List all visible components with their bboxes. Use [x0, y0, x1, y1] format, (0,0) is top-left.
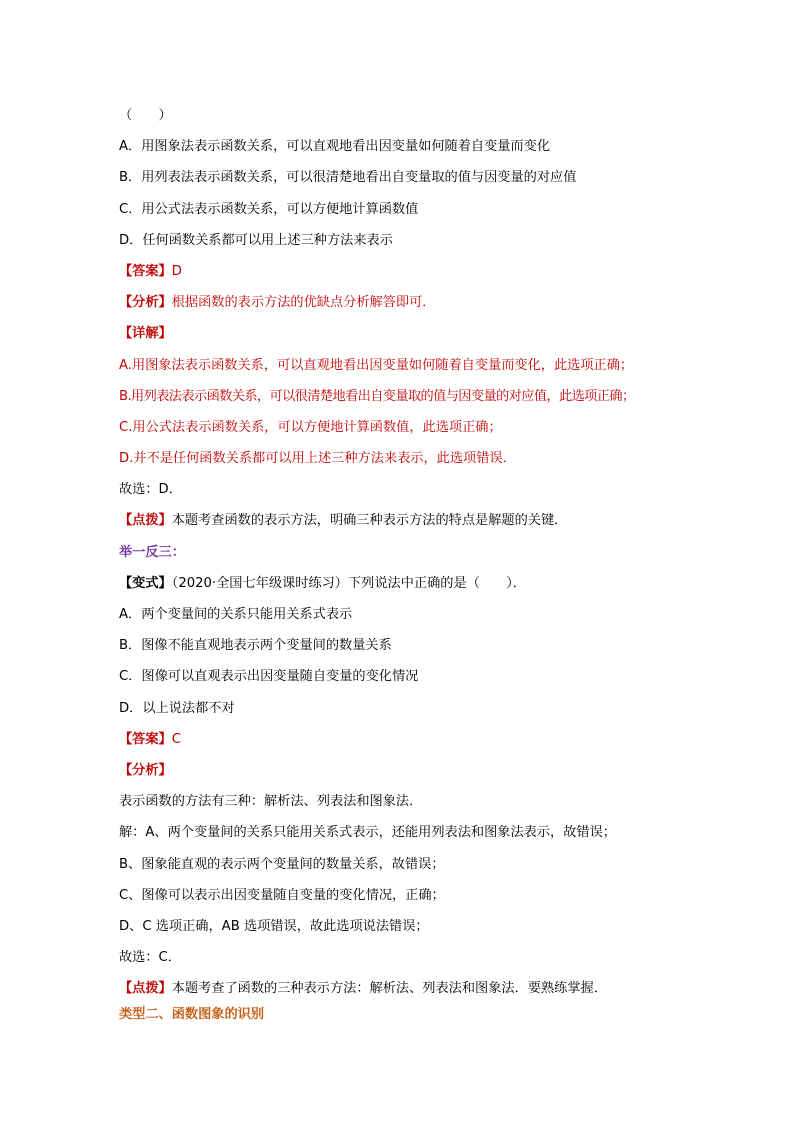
- variant-solution-c: C、图像可以表示出因变量随自变量的变化情况，正确；: [119, 887, 445, 903]
- variant-solution-a: 解：A、两个变量间的关系只能用关系式表示，还能用列表法和图象法表示，故错误；: [119, 825, 616, 841]
- variant-text: （2020·全国七年级课时练习）下列说法中正确的是（ ）．: [171, 575, 526, 591]
- answer-value: D: [171, 263, 182, 279]
- answer-tag: 【答案】: [119, 263, 172, 279]
- variant-analysis-tag: 【分析】: [119, 762, 172, 778]
- variant-option-b: B．图像不能直观地表示两个变量间的数量关系: [119, 638, 392, 654]
- option-b: B．用列表法表示函数关系，可以很清楚地看出自变量取的值与因变量的对应值: [119, 170, 577, 186]
- type-two-heading: 类型二、函数图象的识别: [119, 1007, 265, 1023]
- variant-option-d: D．以上说法都不对: [119, 700, 235, 716]
- detail-line: [119, 318, 679, 349]
- detail-d: D.并不是任何函数关系都可以用上述三种方法来表示，此选项错误．: [119, 451, 516, 467]
- tip-line: [119, 505, 679, 536]
- detail-c: C.用公式法表示函数关系，可以方便地计算函数值，此选项正确；: [119, 419, 502, 435]
- tip-text: 本题考查函数的表示方法，明确三种表示方法的特点是解题的关键．: [171, 513, 568, 529]
- option-c: C．用公式法表示函数关系，可以方便地计算函数值: [119, 201, 419, 217]
- variant-answer-line: [119, 724, 679, 755]
- detail-b: B.用列表法表示函数关系，可以很清楚地看出自变量取的值与因变量的对应值，此选项正确；: [119, 388, 635, 404]
- detail-a: A.用图象法表示函数关系，可以直观地看出因变量如何随着自变量而变化，此选项正确；: [119, 357, 634, 373]
- variant-analysis-line: [119, 755, 679, 786]
- variant-solution-b: B、图象能直观的表示两个变量间的数量关系，故错误；: [119, 856, 445, 872]
- variant-choose-line: 故选：C．: [119, 950, 181, 966]
- choose-line: 故选：D．: [119, 482, 182, 498]
- variant-answer-value: C: [171, 731, 181, 747]
- detail-tag: 【详解】: [119, 326, 172, 342]
- variant-solution-d: D、C 选项正确，AB 选项错误，故此选项说法错误；: [119, 918, 429, 934]
- answer-line: [119, 256, 679, 287]
- tip-tag: 【点拨】: [119, 513, 172, 529]
- variant-tip-tag: 【点拨】: [119, 981, 172, 997]
- answer-bracket: （ ）: [119, 108, 172, 123]
- variant-answer-tag: 【答案】: [119, 731, 172, 747]
- analysis-text: 根据函数的表示方法的优缺点分析解答即可．: [171, 295, 436, 311]
- analysis-line: [119, 287, 679, 318]
- analysis-tag: 【分析】: [119, 295, 172, 311]
- document-page: [119, 100, 679, 1026]
- section-heading: 举一反三：: [119, 544, 185, 560]
- variant-option-c: C．图像可以直观表示出因变量随自变量的变化情况: [119, 669, 419, 685]
- variant-tip-line: [119, 973, 679, 1004]
- option-d: D．任何函数关系都可以用上述三种方法来表示: [119, 232, 393, 248]
- variant-analysis-text: 表示函数的方法有三种：解析法、列表法和图象法．: [119, 794, 423, 810]
- option-a: A．用图象法表示函数关系，可以直观地看出因变量如何随着自变量而变化: [119, 139, 551, 155]
- variant-option-a: A．两个变量间的关系只能用关系式表示: [119, 607, 353, 622]
- variant-tip-text: 本题考查了函数的三种表示方法：解析法、列表法和图象法．要熟练掌握．: [171, 981, 607, 997]
- variant-tag: 【变式】: [119, 575, 172, 591]
- variant-question: [119, 568, 679, 599]
